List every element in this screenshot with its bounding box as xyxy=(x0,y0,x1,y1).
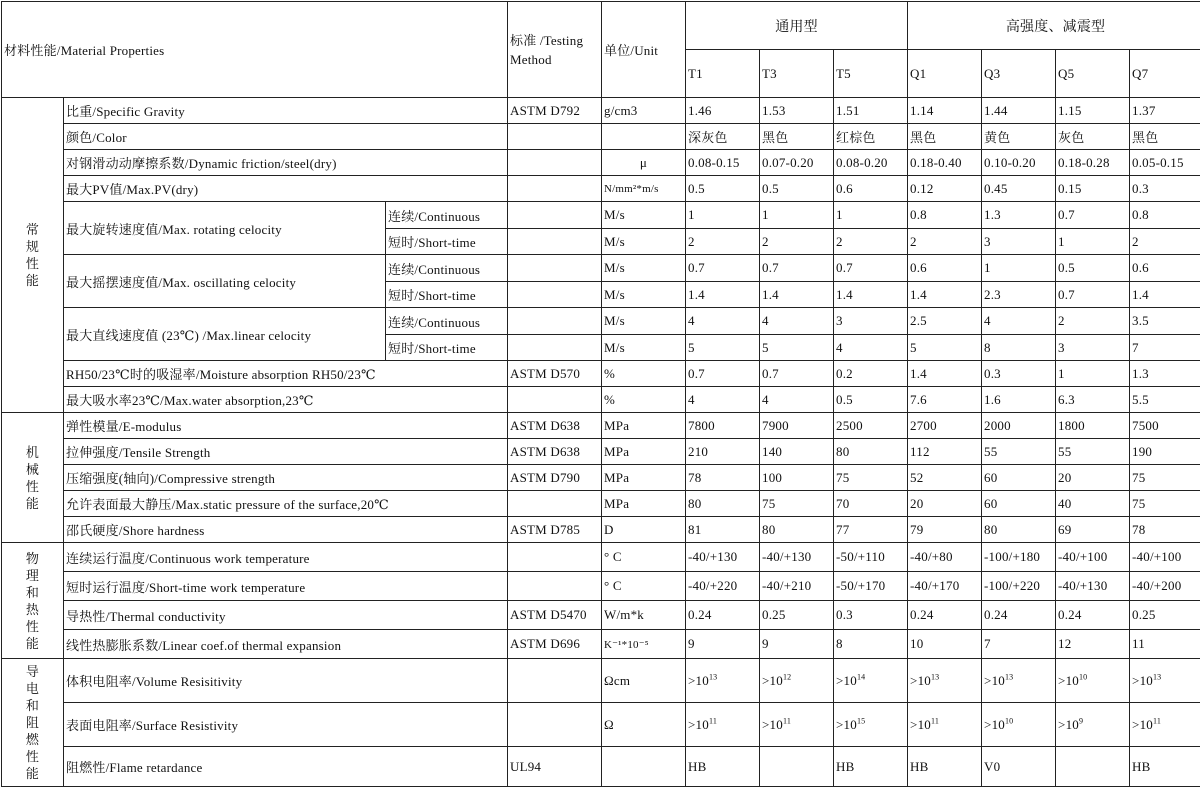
test-method: ASTM D638 xyxy=(508,413,602,439)
value-cell: 1.37 xyxy=(1130,98,1200,124)
test-method xyxy=(508,659,602,703)
value-cell: 灰色 xyxy=(1056,124,1130,150)
sub-label-continuous: 连续/Continuous xyxy=(386,308,508,335)
value-cell: 0.6 xyxy=(908,255,982,282)
table-row xyxy=(2,255,1200,282)
value-cell: 7.6 xyxy=(908,387,982,413)
value-cell: 5 xyxy=(760,335,834,361)
value-cell: 黑色 xyxy=(760,124,834,150)
value-cell: 0.7 xyxy=(834,255,908,282)
table-row xyxy=(2,308,1200,335)
property-name: 压缩强度(轴向)/Compressive strength xyxy=(64,465,508,491)
property-name: RH50/23℃时的吸湿率/Moisture absorption RH50/23℃ xyxy=(64,361,508,387)
value-cell: 0.3 xyxy=(982,361,1056,387)
sub-label-short-time: 短时/Short-time xyxy=(386,229,508,255)
value-cell: 9 xyxy=(760,630,834,659)
sub-label-continuous: 连续/Continuous xyxy=(386,255,508,282)
test-method xyxy=(508,335,602,361)
value-cell: 70 xyxy=(834,491,908,517)
value-cell: 1 xyxy=(982,255,1056,282)
category-electrical: 导电和阻燃性能 xyxy=(2,659,64,787)
value-cell: 3.5 xyxy=(1130,308,1200,335)
value-cell: 1.4 xyxy=(686,282,760,308)
value-cell: 1 xyxy=(686,202,760,229)
value-cell: 1.53 xyxy=(760,98,834,124)
test-method xyxy=(508,572,602,601)
unit: μ xyxy=(602,150,686,176)
test-method: ASTM D696 xyxy=(508,630,602,659)
value-cell: HB xyxy=(908,747,982,787)
property-name: 最大旋转速度值/Max. rotating celocity xyxy=(64,202,386,255)
value-cell: 0.7 xyxy=(760,361,834,387)
value-cell: 1.51 xyxy=(834,98,908,124)
value-cell: 80 xyxy=(760,517,834,543)
value-cell: 0.10-0.20 xyxy=(982,150,1056,176)
value-cell: 78 xyxy=(686,465,760,491)
property-name: 允许表面最大静压/Max.static pressure of the surface,20℃ xyxy=(64,491,508,517)
value-cell: 7 xyxy=(982,630,1056,659)
value-cell: 75 xyxy=(760,491,834,517)
header-group-general: 通用型 xyxy=(686,2,908,50)
value-cell: -40/+100 xyxy=(1056,543,1130,572)
unit: MPa xyxy=(602,439,686,465)
value-cell: $>10^{12}$ xyxy=(760,659,834,703)
unit: M/s xyxy=(602,202,686,229)
test-method xyxy=(508,150,602,176)
property-name: 最大吸水率23℃/Max.water absorption,23℃ xyxy=(64,387,508,413)
value-cell: $>10^{14}$ xyxy=(834,659,908,703)
value-cell: $>10^{13}$ xyxy=(982,659,1056,703)
value-cell: 0.24 xyxy=(686,601,760,630)
value-cell: 1.6 xyxy=(982,387,1056,413)
value-cell: 1.44 xyxy=(982,98,1056,124)
value-cell: -100/+180 xyxy=(982,543,1056,572)
unit: % xyxy=(602,387,686,413)
test-method: ASTM D5470 xyxy=(508,601,602,630)
property-name: 阻燃性/Flame retardance xyxy=(64,747,508,787)
value-cell: 2000 xyxy=(982,413,1056,439)
table-row xyxy=(2,491,1200,517)
property-name: 短时运行温度/Short-time work temperature xyxy=(64,572,508,601)
value-cell: 12 xyxy=(1056,630,1130,659)
value-cell: 0.05-0.15 xyxy=(1130,150,1200,176)
value-cell: 0.12 xyxy=(908,176,982,202)
value-cell: 80 xyxy=(686,491,760,517)
value-cell: -40/+130 xyxy=(760,543,834,572)
property-name: 比重/Specific Gravity xyxy=(64,98,508,124)
value-cell: 11 xyxy=(1130,630,1200,659)
value-cell: 0.7 xyxy=(1056,282,1130,308)
category-thermal: 物理和热性能 xyxy=(2,543,64,659)
value-cell: 2 xyxy=(686,229,760,255)
value-cell: 2500 xyxy=(834,413,908,439)
value-cell: V0 xyxy=(982,747,1056,787)
value-cell: 0.45 xyxy=(982,176,1056,202)
value-cell: 20 xyxy=(1056,465,1130,491)
property-name: 导热性/Thermal conductivity xyxy=(64,601,508,630)
property-name: 表面电阻率/Surface Resistivity xyxy=(64,703,508,747)
header-group-high-strength: 高强度、减震型 xyxy=(908,2,1200,50)
value-cell: $>10^{11}$ xyxy=(1130,703,1200,747)
value-cell: 2.3 xyxy=(982,282,1056,308)
value-cell: 0.7 xyxy=(1056,202,1130,229)
unit: MPa xyxy=(602,413,686,439)
unit: MPa xyxy=(602,491,686,517)
value-cell: 0.18-0.28 xyxy=(1056,150,1130,176)
test-method xyxy=(508,202,602,229)
test-method: UL94 xyxy=(508,747,602,787)
test-method xyxy=(508,387,602,413)
value-cell: 2.5 xyxy=(908,308,982,335)
table-row xyxy=(2,572,1200,601)
table-row xyxy=(2,703,1200,747)
value-cell: 4 xyxy=(760,308,834,335)
value-cell: 100 xyxy=(760,465,834,491)
value-cell: 2 xyxy=(1056,308,1130,335)
value-cell: 0.24 xyxy=(1056,601,1130,630)
value-cell: 1 xyxy=(834,202,908,229)
table-row xyxy=(2,601,1200,630)
value-cell: 1.4 xyxy=(1130,282,1200,308)
value-cell: 7900 xyxy=(760,413,834,439)
property-name: 最大PV值/Max.PV(dry) xyxy=(64,176,508,202)
value-cell: 8 xyxy=(982,335,1056,361)
value-cell: 4 xyxy=(760,387,834,413)
value-cell: $>10^{11}$ xyxy=(686,703,760,747)
value-cell: 0.24 xyxy=(982,601,1056,630)
property-name: 连续运行温度/Continuous work temperature xyxy=(64,543,508,572)
table-row xyxy=(2,543,1200,572)
value-cell: 75 xyxy=(1130,465,1200,491)
value-cell: 1 xyxy=(1056,361,1130,387)
value-cell: 0.7 xyxy=(760,255,834,282)
value-cell: HB xyxy=(686,747,760,787)
property-name: 弹性模量/E-modulus xyxy=(64,413,508,439)
value-cell: 黑色 xyxy=(908,124,982,150)
table-row xyxy=(2,98,1200,124)
value-cell: 60 xyxy=(982,465,1056,491)
test-method xyxy=(508,176,602,202)
value-cell: 55 xyxy=(1056,439,1130,465)
unit: M/s xyxy=(602,255,686,282)
value-cell: 0.7 xyxy=(686,255,760,282)
unit: ° C xyxy=(602,543,686,572)
unit: g/cm3 xyxy=(602,98,686,124)
value-cell: 1.4 xyxy=(908,282,982,308)
value-cell: 2 xyxy=(760,229,834,255)
value-cell: 0.5 xyxy=(686,176,760,202)
value-cell: -40/+100 xyxy=(1130,543,1200,572)
value-cell: 4 xyxy=(686,387,760,413)
category-general: 常规性能 xyxy=(2,98,64,413)
value-cell: $>10^{15}$ xyxy=(834,703,908,747)
grade-header: Q5 xyxy=(1056,50,1130,98)
value-cell: 1.46 xyxy=(686,98,760,124)
value-cell: 3 xyxy=(834,308,908,335)
value-cell: 0.5 xyxy=(1056,255,1130,282)
test-method xyxy=(508,703,602,747)
value-cell: 1.3 xyxy=(1130,361,1200,387)
value-cell: 1 xyxy=(760,202,834,229)
test-method: ASTM D792 xyxy=(508,98,602,124)
unit: MPa xyxy=(602,465,686,491)
value-cell: 0.5 xyxy=(760,176,834,202)
value-cell xyxy=(1056,747,1130,787)
unit: K⁻¹*10⁻⁵ xyxy=(602,630,686,659)
table-row xyxy=(2,659,1200,703)
table-row xyxy=(2,747,1200,787)
property-name: 拉伸强度/Tensile Strength xyxy=(64,439,508,465)
value-cell: 0.24 xyxy=(908,601,982,630)
material-properties-table xyxy=(1,1,1200,787)
sub-label-short-time: 短时/Short-time xyxy=(386,335,508,361)
sub-label-continuous: 连续/Continuous xyxy=(386,202,508,229)
table-row xyxy=(2,465,1200,491)
value-cell: $>10^{11}$ xyxy=(760,703,834,747)
unit xyxy=(602,747,686,787)
value-cell: 75 xyxy=(1130,491,1200,517)
unit: N/mm²*m/s xyxy=(602,176,686,202)
value-cell: 81 xyxy=(686,517,760,543)
grade-header: Q3 xyxy=(982,50,1056,98)
header-unit: 单位/Unit xyxy=(602,2,686,98)
value-cell: 0.5 xyxy=(834,387,908,413)
value-cell: 0.18-0.40 xyxy=(908,150,982,176)
test-method xyxy=(508,543,602,572)
value-cell: 0.25 xyxy=(760,601,834,630)
test-method xyxy=(508,308,602,335)
value-cell: HB xyxy=(1130,747,1200,787)
table-row xyxy=(2,630,1200,659)
sub-label-short-time: 短时/Short-time xyxy=(386,282,508,308)
value-cell: 69 xyxy=(1056,517,1130,543)
test-method: ASTM D570 xyxy=(508,361,602,387)
value-cell: 1.3 xyxy=(982,202,1056,229)
table-row xyxy=(2,439,1200,465)
property-name: 最大直线速度值 (23℃) /Max.linear celocity xyxy=(64,308,386,361)
category-mechanical: 机械性能 xyxy=(2,413,64,543)
table-row xyxy=(2,150,1200,176)
value-cell: 1 xyxy=(1056,229,1130,255)
value-cell: $>10^{13}$ xyxy=(908,659,982,703)
value-cell: HB xyxy=(834,747,908,787)
unit: ° C xyxy=(602,572,686,601)
value-cell: 40 xyxy=(1056,491,1130,517)
value-cell: 2 xyxy=(908,229,982,255)
unit: Ωcm xyxy=(602,659,686,703)
value-cell: 52 xyxy=(908,465,982,491)
table-row xyxy=(2,124,1200,150)
unit xyxy=(602,124,686,150)
test-method xyxy=(508,124,602,150)
value-cell: 80 xyxy=(982,517,1056,543)
value-cell: $>10^{13}$ xyxy=(686,659,760,703)
value-cell: 80 xyxy=(834,439,908,465)
value-cell: 2700 xyxy=(908,413,982,439)
value-cell: -40/+130 xyxy=(686,543,760,572)
value-cell: 112 xyxy=(908,439,982,465)
table-row xyxy=(2,387,1200,413)
value-cell: 9 xyxy=(686,630,760,659)
grade-header: Q7 xyxy=(1130,50,1200,98)
value-cell: 7 xyxy=(1130,335,1200,361)
value-cell: -100/+220 xyxy=(982,572,1056,601)
table-row xyxy=(2,413,1200,439)
value-cell xyxy=(760,747,834,787)
value-cell: 3 xyxy=(1056,335,1130,361)
value-cell: 0.7 xyxy=(686,361,760,387)
test-method xyxy=(508,282,602,308)
value-cell: 0.6 xyxy=(834,176,908,202)
value-cell: -50/+170 xyxy=(834,572,908,601)
value-cell: 190 xyxy=(1130,439,1200,465)
header-property: 材料性能/Material Properties xyxy=(2,2,508,98)
grade-header: T5 xyxy=(834,50,908,98)
value-cell: 210 xyxy=(686,439,760,465)
value-cell: 0.08-0.20 xyxy=(834,150,908,176)
value-cell: 1.14 xyxy=(908,98,982,124)
value-cell: 78 xyxy=(1130,517,1200,543)
value-cell: 0.08-0.15 xyxy=(686,150,760,176)
value-cell: 1.4 xyxy=(834,282,908,308)
test-method: ASTM D790 xyxy=(508,465,602,491)
test-method: ASTM D785 xyxy=(508,517,602,543)
value-cell: 1.4 xyxy=(760,282,834,308)
unit: Ω xyxy=(602,703,686,747)
property-name: 最大摇摆速度值/Max. oscillating celocity xyxy=(64,255,386,308)
value-cell: $>10^{10}$ xyxy=(982,703,1056,747)
value-cell: 0.6 xyxy=(1130,255,1200,282)
value-cell: 1.4 xyxy=(908,361,982,387)
value-cell: 黑色 xyxy=(1130,124,1200,150)
value-cell: 6.3 xyxy=(1056,387,1130,413)
value-cell: -40/+170 xyxy=(908,572,982,601)
value-cell: 3 xyxy=(982,229,1056,255)
value-cell: 4 xyxy=(834,335,908,361)
value-cell: 0.15 xyxy=(1056,176,1130,202)
value-cell: 0.3 xyxy=(834,601,908,630)
value-cell: -50/+110 xyxy=(834,543,908,572)
value-cell: 20 xyxy=(908,491,982,517)
value-cell: 8 xyxy=(834,630,908,659)
value-cell: 1.15 xyxy=(1056,98,1130,124)
value-cell: 0.3 xyxy=(1130,176,1200,202)
value-cell: 4 xyxy=(686,308,760,335)
header-testing-method: 标准 /Testing Method xyxy=(508,2,602,98)
table-row xyxy=(2,361,1200,387)
value-cell: 1800 xyxy=(1056,413,1130,439)
value-cell: 5 xyxy=(686,335,760,361)
value-cell: 7500 xyxy=(1130,413,1200,439)
value-cell: -40/+130 xyxy=(1056,572,1130,601)
table-row xyxy=(2,202,1200,229)
value-cell: $>10^{11}$ xyxy=(908,703,982,747)
value-cell: 黄色 xyxy=(982,124,1056,150)
value-cell: 0.07-0.20 xyxy=(760,150,834,176)
value-cell: -40/+80 xyxy=(908,543,982,572)
unit: W/m*k xyxy=(602,601,686,630)
property-name: 线性热膨胀系数/Linear coef.of thermal expansion xyxy=(64,630,508,659)
test-method xyxy=(508,255,602,282)
value-cell: 4 xyxy=(982,308,1056,335)
value-cell: 0.8 xyxy=(1130,202,1200,229)
value-cell: $>10^9$ xyxy=(1056,703,1130,747)
value-cell: -40/+210 xyxy=(760,572,834,601)
property-name: 颜色/Color xyxy=(64,124,508,150)
value-cell: 77 xyxy=(834,517,908,543)
unit: M/s xyxy=(602,282,686,308)
value-cell: 55 xyxy=(982,439,1056,465)
value-cell: 红棕色 xyxy=(834,124,908,150)
value-cell: 2 xyxy=(1130,229,1200,255)
property-name: 对钢滑动动摩擦系数/Dynamic friction/steel(dry) xyxy=(64,150,508,176)
value-cell: 7800 xyxy=(686,413,760,439)
value-cell: $>10^{10}$ xyxy=(1056,659,1130,703)
test-method xyxy=(508,229,602,255)
unit: % xyxy=(602,361,686,387)
property-name: 邵氏硬度/Shore hardness xyxy=(64,517,508,543)
value-cell: 75 xyxy=(834,465,908,491)
value-cell: 2 xyxy=(834,229,908,255)
grade-header: Q1 xyxy=(908,50,982,98)
value-cell: 5 xyxy=(908,335,982,361)
grade-header: T3 xyxy=(760,50,834,98)
value-cell: 深灰色 xyxy=(686,124,760,150)
property-name: 体积电阻率/Volume Resisitivity xyxy=(64,659,508,703)
test-method xyxy=(508,491,602,517)
unit: D xyxy=(602,517,686,543)
value-cell: -40/+200 xyxy=(1130,572,1200,601)
value-cell: 0.8 xyxy=(908,202,982,229)
value-cell: 60 xyxy=(982,491,1056,517)
value-cell: 5.5 xyxy=(1130,387,1200,413)
grade-header: T1 xyxy=(686,50,760,98)
table-row xyxy=(2,176,1200,202)
value-cell: 0.2 xyxy=(834,361,908,387)
value-cell: 0.25 xyxy=(1130,601,1200,630)
value-cell: -40/+220 xyxy=(686,572,760,601)
value-cell: $>10^{13}$ xyxy=(1130,659,1200,703)
unit: M/s xyxy=(602,335,686,361)
value-cell: 140 xyxy=(760,439,834,465)
unit: M/s xyxy=(602,308,686,335)
value-cell: 10 xyxy=(908,630,982,659)
unit: M/s xyxy=(602,229,686,255)
value-cell: 79 xyxy=(908,517,982,543)
table-row xyxy=(2,517,1200,543)
test-method: ASTM D638 xyxy=(508,439,602,465)
